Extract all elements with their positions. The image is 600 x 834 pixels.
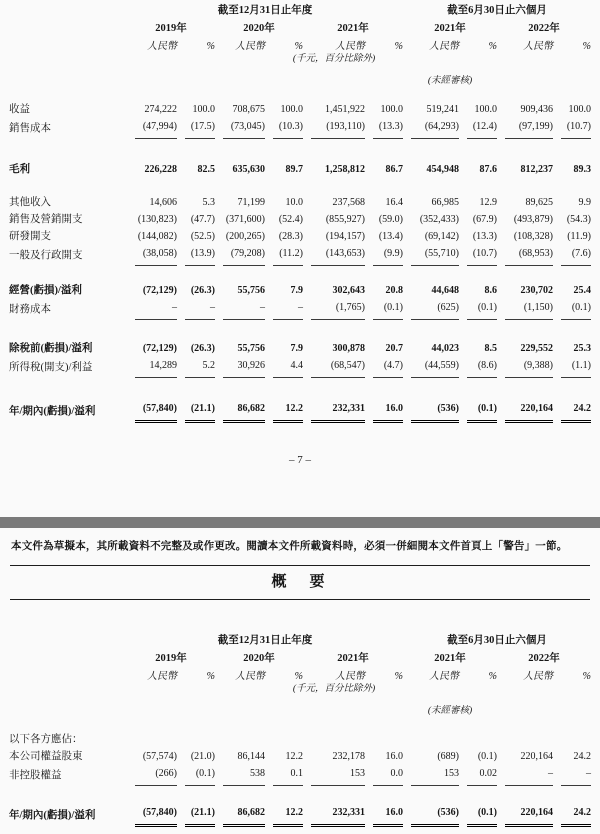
row-label: 以下各方應佔： [9, 734, 83, 745]
cell-value: 302,643 [332, 285, 365, 296]
row-label: 非控股權益 [9, 770, 62, 781]
cell-value: (52.5) [190, 231, 215, 242]
row-label: 毛利 [9, 164, 30, 175]
cell-value: (47,994) [127, 118, 177, 139]
cell-value: 25.4 [573, 285, 591, 296]
cell-value: – [127, 299, 177, 320]
page-number: – 7 – [289, 454, 311, 466]
cell-value: 71,199 [237, 197, 265, 208]
currency-label: 人民幣 [335, 41, 365, 52]
cell-value: (72,129) [142, 343, 177, 354]
table-row [9, 804, 591, 827]
table-spacer [9, 320, 591, 340]
cell-value: (67.9) [472, 214, 497, 225]
cell-value: 100.0 [192, 104, 215, 115]
cell-value: 89.7 [285, 164, 303, 175]
cell-value: (10.7) [553, 118, 591, 139]
financial-table-2 [9, 634, 591, 827]
percent-label: % [206, 41, 215, 52]
cell-value: 7.9 [290, 343, 303, 354]
table-spacer [9, 139, 591, 161]
year-2022-interim: 2022年 [528, 23, 560, 34]
cell-value: (72,129) [142, 285, 177, 296]
cell-value: 232,178 [332, 751, 365, 762]
cell-value: 232,331 [303, 400, 365, 423]
cell-value: (68,953) [497, 245, 553, 266]
cell-value: 20.8 [385, 285, 403, 296]
cell-value: (13.3) [472, 231, 497, 242]
cell-value: 274,222 [144, 104, 177, 115]
cell-value: 708,675 [232, 104, 265, 115]
cell-value: 16.0 [385, 751, 403, 762]
unaudited-note: (未經審核) [427, 76, 473, 86]
cell-value: (266) [127, 765, 177, 786]
cell-value: (1,150) [497, 299, 553, 320]
cell-value: 89,625 [525, 197, 553, 208]
cell-value: (8.6) [459, 357, 497, 378]
table-spacer [9, 266, 591, 282]
section-heading-block [0, 565, 600, 600]
year-2021-interim: 2021年 [434, 653, 466, 664]
unit-note: (千元，百分比除外) [292, 54, 376, 64]
cell-value: (143,653) [303, 245, 365, 266]
currency-header-row [9, 666, 591, 683]
cell-value: 100.0 [380, 104, 403, 115]
cell-value: 12.2 [265, 400, 303, 423]
cell-value: 230,702 [520, 285, 553, 296]
unit-note-row [9, 683, 591, 695]
cell-value: 229,552 [520, 343, 553, 354]
table-2-header [9, 634, 591, 731]
year-2019: 2019年 [155, 653, 187, 664]
cell-value: (21.1) [177, 400, 215, 423]
cell-value: 16.0 [365, 804, 403, 827]
table-1-header [9, 4, 591, 101]
section-heading-text: 概 要 [271, 574, 329, 590]
cell-value: 20.7 [385, 343, 403, 354]
cell-value: 1,451,922 [325, 104, 365, 115]
unit-note: (千元，百分比除外) [292, 684, 376, 694]
cell-value: 12.9 [479, 197, 497, 208]
cell-value: 153 [303, 765, 365, 786]
cell-value: (7.6) [553, 245, 591, 266]
cell-value: (9,388) [497, 357, 553, 378]
cell-value: (689) [437, 751, 459, 762]
cell-value: 300,878 [332, 343, 365, 354]
table-row [9, 731, 591, 748]
currency-label: 人民幣 [235, 41, 265, 52]
summary-page [0, 539, 600, 827]
cell-value: (11.9) [567, 231, 591, 242]
cell-value: 14,606 [149, 197, 177, 208]
unit-note-row [9, 53, 591, 65]
table-row [9, 194, 591, 211]
table-row [9, 299, 591, 320]
row-label: 銷售成本 [9, 123, 51, 134]
year-header-row [9, 648, 591, 666]
cell-value: (57,840) [127, 804, 177, 827]
cell-value: – [497, 765, 553, 786]
cell-value: (21.0) [190, 751, 215, 762]
cell-value: (79,208) [215, 245, 265, 266]
table-row [9, 228, 591, 245]
table-spacer [9, 378, 591, 400]
cell-value: (12.4) [459, 118, 497, 139]
cell-value: 89.3 [573, 164, 591, 175]
cell-value: (28.3) [278, 231, 303, 242]
year-2019: 2019年 [155, 23, 187, 34]
cell-value: (68,547) [303, 357, 365, 378]
cell-value: 86,682 [215, 400, 265, 423]
cell-value: 12.2 [285, 751, 303, 762]
currency-label: 人民幣 [335, 671, 365, 682]
row-label: 研發開支 [9, 231, 51, 242]
cell-value: 16.0 [365, 400, 403, 423]
cell-value: (0.1) [477, 751, 497, 762]
cell-value: (13.9) [177, 245, 215, 266]
cell-value: 86,144 [237, 751, 265, 762]
year-2021: 2021年 [337, 23, 369, 34]
cell-value: 44,023 [431, 343, 459, 354]
currency-label: 人民幣 [523, 41, 553, 52]
cell-value: (21.1) [177, 804, 215, 827]
cell-value: 0.1 [265, 765, 303, 786]
financial-table-1 [9, 4, 591, 423]
cell-value: 87.6 [479, 164, 497, 175]
cell-value: (0.1) [365, 299, 403, 320]
cell-value: (13.3) [365, 118, 403, 139]
cell-value: (55,710) [403, 245, 459, 266]
cell-value: (13.4) [378, 231, 403, 242]
cell-value: 220,164 [520, 751, 553, 762]
cell-value: (371,600) [225, 214, 265, 225]
cell-value: (625) [403, 299, 459, 320]
cell-value: 226,228 [144, 164, 177, 175]
cell-value: (0.1) [459, 400, 497, 423]
cell-value: 8.5 [484, 343, 497, 354]
cell-value: 9.9 [578, 197, 591, 208]
cell-value: 25.3 [573, 343, 591, 354]
cell-value: (0.1) [553, 299, 591, 320]
unaudited-note-row [9, 65, 591, 101]
cell-value: 232,331 [303, 804, 365, 827]
table-row [9, 118, 591, 139]
row-label: 銷售及營銷開支 [9, 214, 83, 225]
percent-label: % [488, 41, 497, 52]
cell-value: 519,241 [426, 104, 459, 115]
period-header-row [9, 634, 591, 648]
cell-value: 86.7 [385, 164, 403, 175]
cell-value: 66,985 [431, 197, 459, 208]
cell-value: 8.6 [484, 285, 497, 296]
percent-label: % [206, 671, 215, 682]
cell-value: (44,559) [403, 357, 459, 378]
cell-value: (9.9) [365, 245, 403, 266]
year-2021-interim: 2021年 [434, 23, 466, 34]
annual-period-header: 截至12月31日止年度 [217, 635, 313, 646]
cell-value: (54.3) [566, 214, 591, 225]
currency-label: 人民幣 [235, 671, 265, 682]
table-spacer [9, 786, 591, 804]
annual-period-header: 截至12月31日止年度 [217, 5, 313, 16]
year-2020: 2020年 [243, 653, 275, 664]
unaudited-note-row [9, 695, 591, 731]
cell-value: (10.7) [459, 245, 497, 266]
cell-value: (97,199) [497, 118, 553, 139]
cell-value: 24.2 [553, 804, 591, 827]
cell-value: 153 [403, 765, 459, 786]
table-row [9, 400, 591, 423]
cell-value: (1,765) [303, 299, 365, 320]
table-row [9, 282, 591, 299]
cell-value: (10.3) [265, 118, 303, 139]
row-label: 收益 [9, 104, 30, 115]
cell-value: 14,289 [127, 357, 177, 378]
period-header-row [9, 4, 591, 18]
percent-label: % [394, 41, 403, 52]
table-row [9, 161, 591, 178]
cell-value: 100.0 [568, 104, 591, 115]
cell-value: 24.2 [553, 400, 591, 423]
cell-value: – [215, 299, 265, 320]
currency-header-row [9, 36, 591, 53]
interim-period-header: 截至6月30日止六個月 [447, 635, 547, 646]
percent-label: % [294, 671, 303, 682]
cell-value: 0.0 [365, 765, 403, 786]
currency-label: 人民幣 [147, 671, 177, 682]
cell-value: (493,879) [513, 214, 553, 225]
interim-period-header: 截至6月30日止六個月 [447, 5, 547, 16]
cell-value: 82.5 [197, 164, 215, 175]
cell-value: 30,926 [215, 357, 265, 378]
cell-value: (0.1) [177, 765, 215, 786]
year-2020: 2020年 [243, 23, 275, 34]
year-2021: 2021年 [337, 653, 369, 664]
draft-warning-text: 本文件為草擬本，其所載資料不完整及或作更改。閱讀本文件所載資料時，必須一併細閱本文件首頁上「警告」一節。 [11, 541, 568, 552]
cell-value: 86,682 [215, 804, 265, 827]
table-row [9, 357, 591, 378]
cell-value: (57,574) [142, 751, 177, 762]
row-label: 年/期內(虧損)/溢利 [9, 810, 96, 821]
cell-value: 4.4 [265, 357, 303, 378]
cell-value: 5.3 [202, 197, 215, 208]
cell-value: (69,142) [424, 231, 459, 242]
cell-value: – [265, 299, 303, 320]
cell-value: 55,756 [237, 285, 265, 296]
cell-value: (855,927) [325, 214, 365, 225]
cell-value: (144,082) [137, 231, 177, 242]
cell-value: – [177, 299, 215, 320]
cell-value: (130,823) [137, 214, 177, 225]
heading-rule-bottom [10, 599, 590, 600]
table-2-wrapper [0, 634, 600, 827]
cell-value: 220,164 [497, 804, 553, 827]
cell-value: (536) [403, 400, 459, 423]
cell-value: 538 [215, 765, 265, 786]
table-row [9, 211, 591, 228]
table-spacer [9, 178, 591, 194]
row-label: 財務成本 [9, 304, 51, 315]
currency-label: 人民幣 [429, 41, 459, 52]
percent-label: % [582, 671, 591, 682]
cell-value: 909,436 [520, 104, 553, 115]
cell-value: 100.0 [474, 104, 497, 115]
cell-value: (57,840) [127, 400, 177, 423]
percent-label: % [582, 41, 591, 52]
year-header-row [9, 18, 591, 36]
cell-value: 237,568 [332, 197, 365, 208]
table-row [9, 765, 591, 786]
cell-value: 220,164 [497, 400, 553, 423]
table-row [9, 101, 591, 118]
cell-value: (194,157) [325, 231, 365, 242]
currency-label: 人民幣 [147, 41, 177, 52]
cell-value: 16.4 [385, 197, 403, 208]
cell-value: 812,237 [520, 164, 553, 175]
cell-value: (47.7) [190, 214, 215, 225]
percent-label: % [488, 671, 497, 682]
cell-value: 44,648 [431, 285, 459, 296]
row-label: 一般及行政開支 [9, 250, 83, 261]
cell-value: 12.2 [265, 804, 303, 827]
cell-value: (108,328) [513, 231, 553, 242]
cell-value: 7.9 [290, 285, 303, 296]
year-2022-interim: 2022年 [528, 653, 560, 664]
cell-value: 1,258,812 [325, 164, 365, 175]
currency-label: 人民幣 [523, 671, 553, 682]
unaudited-note: (未經審核) [427, 706, 473, 716]
cell-value: (26.3) [190, 343, 215, 354]
percent-label: % [294, 41, 303, 52]
cell-value: (4.7) [365, 357, 403, 378]
cell-value: (38,058) [127, 245, 177, 266]
cell-value: (200,265) [225, 231, 265, 242]
cell-value: (193,110) [303, 118, 365, 139]
cell-value: (1.1) [553, 357, 591, 378]
cell-value: 55,756 [237, 343, 265, 354]
cell-value: (17.5) [177, 118, 215, 139]
cell-value: (11.2) [265, 245, 303, 266]
cell-value: (352,433) [419, 214, 459, 225]
cell-value: – [553, 765, 591, 786]
table-row [9, 245, 591, 266]
cell-value: (0.1) [459, 299, 497, 320]
cell-value: 10.0 [285, 197, 303, 208]
table-row [9, 748, 591, 765]
cell-value: (73,045) [215, 118, 265, 139]
page-divider-bar [0, 517, 600, 528]
cell-value: 24.2 [573, 751, 591, 762]
cell-value: (52.4) [278, 214, 303, 225]
cell-value: (536) [403, 804, 459, 827]
cell-value: 100.0 [280, 104, 303, 115]
cell-value: (59.0) [378, 214, 403, 225]
row-label: 所得稅(開支)/利益 [9, 362, 93, 373]
table-row [9, 340, 591, 357]
row-label: 年/期內(虧損)/溢利 [9, 406, 96, 417]
percent-label: % [394, 671, 403, 682]
cell-value: 5.2 [177, 357, 215, 378]
cell-value: 454,948 [426, 164, 459, 175]
row-label: 其他收入 [9, 197, 51, 208]
cell-value: 635,630 [232, 164, 265, 175]
cell-value: (0.1) [459, 804, 497, 827]
cell-value: (26.3) [190, 285, 215, 296]
cell-value: (64,293) [403, 118, 459, 139]
row-label: 本公司權益股東 [9, 751, 83, 762]
row-label: 經營(虧損)/溢利 [9, 285, 82, 296]
currency-label: 人民幣 [429, 671, 459, 682]
row-label: 除稅前(虧損)/溢利 [9, 343, 93, 354]
cell-value: 0.02 [459, 765, 497, 786]
